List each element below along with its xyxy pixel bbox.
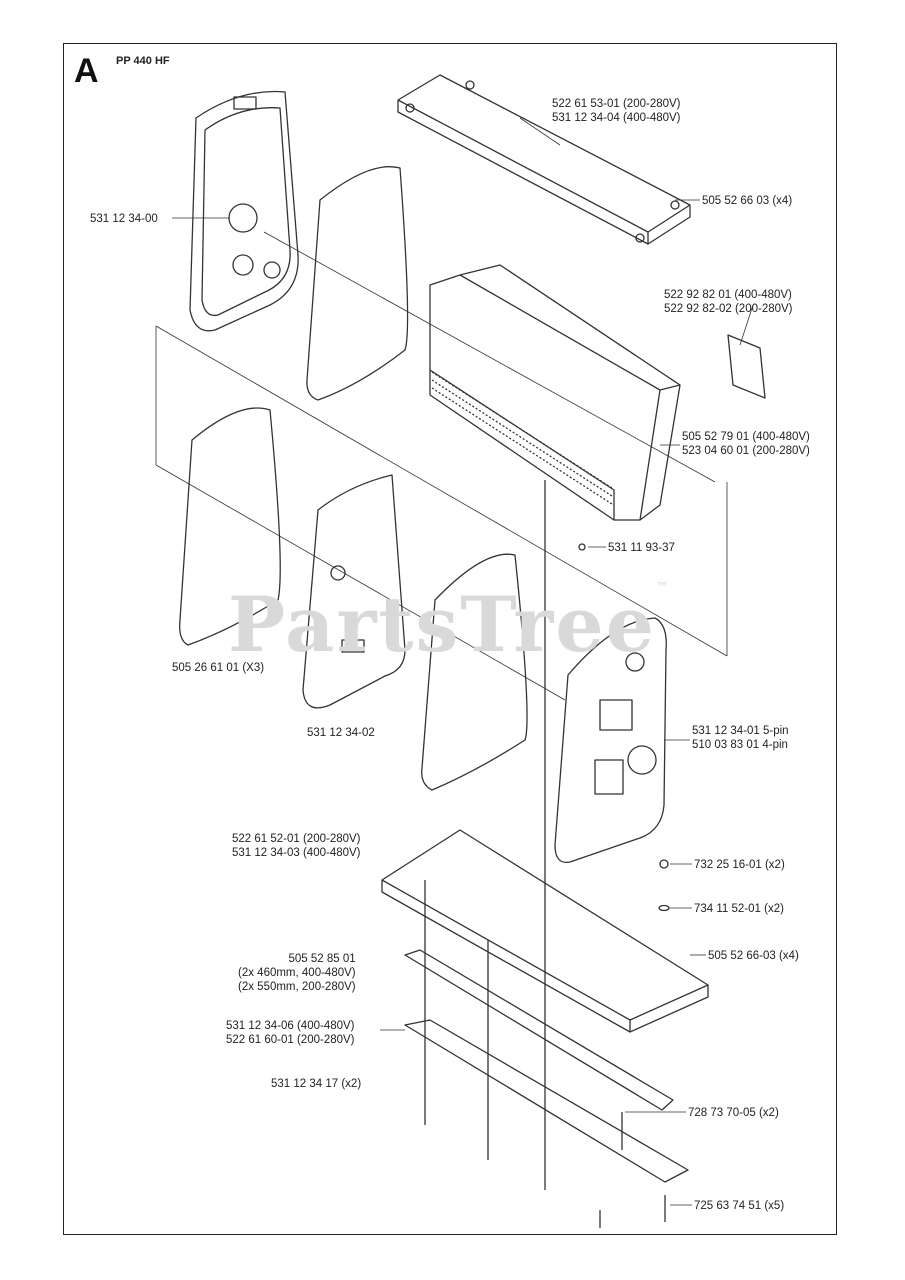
label-line: 522 61 60-01 (200-280V) — [226, 1034, 355, 1046]
label-pcb — [664, 288, 793, 316]
label-line: 505 52 79 01 (400-480V) — [682, 431, 810, 443]
label-line: 505 52 85 01 — [288, 953, 356, 965]
label-washer2: 734 11 52-01 (x2) — [694, 903, 784, 915]
label-heatsink — [682, 430, 810, 458]
section-letter: A — [74, 52, 99, 90]
pcb-part — [728, 335, 765, 398]
watermark: PartsTree™ — [228, 580, 671, 669]
label-line: 522 61 52-01 (200-280V) — [232, 833, 361, 845]
label-line: 510 03 83 01 4-pin — [692, 739, 788, 751]
label-gasket: 505 26 61 01 (X3) — [172, 662, 265, 674]
label-base — [226, 1019, 355, 1047]
label-nut: 531 11 93-37 — [608, 542, 675, 554]
label-screw-bottom: 505 52 66-03 (x4) — [708, 950, 799, 962]
label-foot: 728 73 70-05 (x2) — [688, 1107, 779, 1119]
model-label: PP 440 HF — [116, 55, 170, 67]
label-bolt: 725 63 74 51 (x5) — [694, 1200, 785, 1212]
rail-part — [405, 950, 673, 1110]
label-line: 531 12 34-01 5-pin — [692, 725, 789, 737]
label-screw-top: 505 52 66 03 (x4) — [702, 195, 793, 207]
label-top-bracket — [552, 97, 681, 125]
label-spacer: 531 12 34 17 (x2) — [271, 1078, 362, 1090]
label-line: (2x 460mm, 400-480V) — [238, 967, 356, 979]
label-rail — [238, 952, 356, 994]
label-washer1: 732 25 16-01 (x2) — [694, 859, 785, 871]
label-line: 522 61 53-01 (200-280V) — [552, 98, 681, 110]
label-line: 531 12 34-04 (400-480V) — [552, 112, 681, 124]
label-line: 522 92 82 01 (400-480V) — [664, 289, 792, 301]
label-line: 531 12 34-06 (400-480V) — [226, 1020, 355, 1032]
label-line: 522 92 82-02 (200-280V) — [664, 303, 793, 315]
label-front-plate — [692, 724, 789, 752]
label-line: 523 04 60 01 (200-280V) — [682, 445, 810, 457]
label-inner-plate: 531 12 34-02 — [307, 727, 375, 739]
label-line: 531 12 34-03 (400-480V) — [232, 847, 361, 859]
heatsink-part — [430, 265, 680, 520]
base-part — [405, 1020, 688, 1182]
left-end-plate-part — [190, 92, 298, 331]
label-bottom-bracket — [232, 832, 361, 860]
label-left-end-plate: 531 12 34-00 — [90, 213, 158, 225]
label-line: (2x 550mm, 200-280V) — [238, 981, 356, 993]
